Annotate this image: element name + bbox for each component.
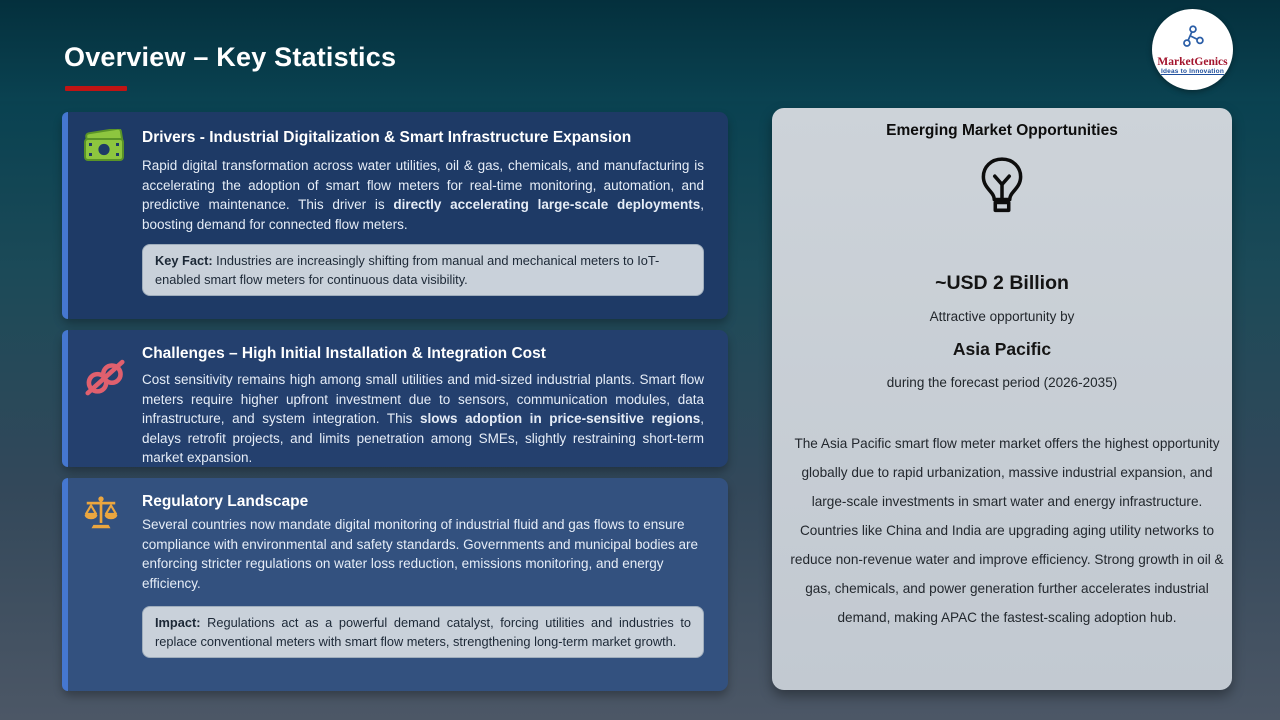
panel-heading: Emerging Market Opportunities — [886, 122, 1118, 139]
callout-text: Regulations act as a powerful demand catalyst, forcing utilities and industries to replace conventional meters with smart flow meters, strengthening long-term market growth. — [155, 615, 692, 649]
opportunity-panel — [772, 108, 1232, 690]
opportunity-description: The Asia Pacific smart flow meter market offers the highest opportunity globally due to rapid urbanization, massive industrial expansion, and large-scale investments in smart water and energy infrastructure. Countries like China and India are upgrading aging utility networks to reduce non-revenue water and improve efficiency. Strong growth in oil & gas, chemicals, and power generation further accelerates industrial demand, making APAC the fastest-scaling adoption hub. — [790, 436, 1224, 625]
card-heading: Regulatory Landscape — [142, 493, 309, 510]
scales-icon — [82, 494, 120, 537]
opportunity-region: Asia Pacific — [952, 339, 1052, 359]
card-heading: Drivers - Industrial Digitalization & Smart Infrastructure Expansion — [142, 129, 632, 146]
molecule-icon — [1180, 24, 1206, 55]
card-body: Several countries now mandate digital monitoring of industrial fluid and gas flows to ensure compliance with environmental and safety standards. Governments and municipal bodies are enforcing stricter regulations on water loss reduction, emissions monitoring, and energy efficiency. — [142, 517, 699, 591]
opportunity-caption: Attractive opportunity by — [929, 309, 1075, 324]
page-title: Overview – Key Statistics — [64, 42, 397, 72]
callout-text: Industries are increasingly shifting from manual and mechanical meters to IoT-enabled smart flow meters for continuous data visibility. — [155, 253, 660, 287]
card-challenges — [62, 330, 728, 467]
card-accent-bar — [62, 112, 68, 319]
opportunity-value: ~USD 2 Billion — [935, 272, 1069, 294]
logo — [1152, 9, 1233, 90]
callout-label: Impact: — [155, 615, 201, 630]
card-regulatory — [62, 478, 728, 691]
key-fact-box — [142, 244, 704, 296]
card-heading: Challenges – High Initial Installation & Integration Cost — [142, 345, 546, 362]
money-icon — [82, 129, 126, 168]
broken-link-icon — [82, 354, 128, 405]
opportunity-period: during the forecast period (2026-2035) — [886, 375, 1118, 390]
card-accent-bar — [62, 330, 68, 467]
logo-name: MarketGenics — [1157, 56, 1228, 68]
card-drivers — [62, 112, 728, 319]
card-body: Cost sensitivity remains high among small utilities and mid-sized industrial plants. Smart flow meters require higher upfront investment due to sensors, communication modules, data infrastructure, and system integration. This slows adoption in price-sensitive regions, delays retrofit projects, and limits penetration among SMEs, slightly restraining short-term market expansion. — [142, 372, 704, 465]
card-accent-bar — [62, 478, 68, 691]
lightbulb-icon — [772, 156, 1232, 216]
callout-label: Key Fact: — [155, 253, 213, 268]
card-body: Rapid digital transformation across water utilities, oil & gas, chemicals, and manufacturing is accelerating the adoption of smart flow meters for real-time monitoring, automation, and predictive maintenance. This driver is directly accelerating large-scale deployments, boosting demand for connected flow meters. — [142, 158, 704, 232]
impact-box — [142, 606, 704, 658]
logo-tagline: Ideas to Innovation — [1160, 68, 1225, 75]
title-underline — [65, 86, 127, 91]
